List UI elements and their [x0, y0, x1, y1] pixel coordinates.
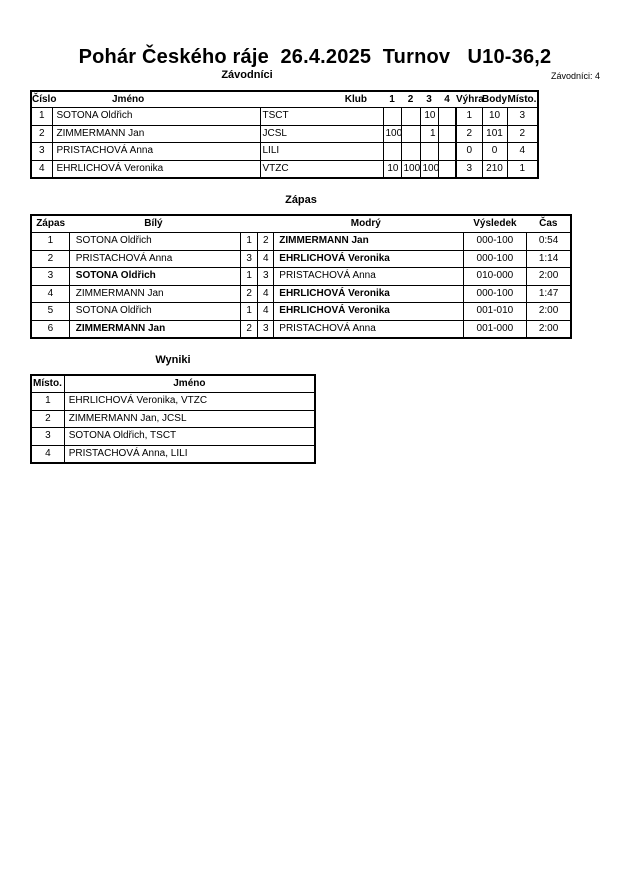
competitor-number: 1: [31, 108, 52, 126]
col-header-name: Jméno: [64, 375, 315, 393]
blue-competitor-number: 3: [258, 268, 274, 286]
round-2-score: 100: [401, 160, 420, 178]
competitors-heading: Závodníci: [221, 69, 273, 81]
result-place: 2: [31, 410, 64, 428]
col-header-blue: Modrý: [274, 215, 463, 233]
white-competitor: SOTONA Oldřich: [69, 268, 240, 286]
results-heading: Wyniki: [155, 354, 191, 366]
round-4-score: [438, 108, 456, 126]
match-time: 1:14: [527, 250, 571, 268]
col-header-match: Zápas: [31, 215, 69, 233]
matches-table: [30, 214, 572, 339]
col-header-round-3: 3: [426, 94, 432, 105]
competitor-place: 3: [507, 108, 538, 126]
col-header-points: Body: [482, 94, 507, 105]
results-header-row: [31, 375, 315, 393]
competitor-name: PRISTACHOVÁ Anna: [52, 143, 260, 161]
match-time: 1:47: [527, 285, 571, 303]
result-row: [31, 393, 315, 411]
match-row: [31, 303, 571, 321]
match-number: 6: [31, 320, 69, 338]
white-competitor-number: 1: [241, 303, 258, 321]
competitor-number: 2: [31, 125, 52, 143]
white-competitor: ZIMMERMANN Jan: [69, 285, 240, 303]
match-row: [31, 320, 571, 338]
blue-competitor-number: 4: [258, 250, 274, 268]
result-row: [31, 428, 315, 446]
blue-competitor: ZIMMERMANN Jan: [274, 233, 463, 251]
blue-competitor-number: 4: [258, 303, 274, 321]
blue-competitor: EHRLICHOVÁ Veronika: [274, 303, 463, 321]
white-competitor-number: 3: [241, 250, 258, 268]
result-place: 4: [31, 445, 64, 463]
round-3-score: 1: [420, 125, 438, 143]
competitor-wins: 1: [456, 108, 482, 126]
round-1-score: 100: [383, 125, 401, 143]
match-row: [31, 250, 571, 268]
competitor-place: 1: [507, 160, 538, 178]
blue-competitor-number: 2: [258, 233, 274, 251]
white-competitor: SOTONA Oldřich: [69, 303, 240, 321]
competitor-name: SOTONA Oldřich: [52, 108, 260, 126]
round-2-score: [401, 143, 420, 161]
result-row: [31, 445, 315, 463]
competitor-points: 101: [482, 125, 507, 143]
round-2-score: [401, 125, 420, 143]
match-number: 1: [31, 233, 69, 251]
result-name: ZIMMERMANN Jan, JCSL: [64, 410, 315, 428]
round-3-score: 10: [420, 108, 438, 126]
round-1-score: [383, 108, 401, 126]
match-row: [31, 268, 571, 286]
blue-competitor-number: 3: [258, 320, 274, 338]
competitor-place: 2: [507, 125, 538, 143]
competitor-row: [31, 125, 538, 143]
white-competitor: PRISTACHOVÁ Anna: [69, 250, 240, 268]
round-3-score: [420, 143, 438, 161]
match-result: 000-100: [463, 233, 526, 251]
results-table: [30, 374, 316, 464]
white-competitor: ZIMMERMANN Jan: [69, 320, 240, 338]
match-number: 4: [31, 285, 69, 303]
col-header-time: Čas: [527, 215, 571, 233]
competitor-wins: 3: [456, 160, 482, 178]
competitor-club: TSCT: [260, 108, 383, 126]
white-competitor-number: 2: [241, 320, 258, 338]
col-header-number: Číslo: [32, 94, 57, 105]
competitor-number: 3: [31, 143, 52, 161]
competitor-count: Závodníci: 4: [550, 71, 600, 81]
result-name: SOTONA Oldřich, TSCT: [64, 428, 315, 446]
result-name: EHRLICHOVÁ Veronika, VTZC: [64, 393, 315, 411]
competitor-wins: 2: [456, 125, 482, 143]
page-title: Pohár Českého ráje 26.4.2025 Turnov U10-36,2: [78, 46, 552, 68]
white-competitor-number: 1: [241, 233, 258, 251]
matches-heading: Zápas: [285, 194, 317, 206]
match-number: 5: [31, 303, 69, 321]
col-header-white: Bílý: [69, 215, 240, 233]
match-result: 000-100: [463, 285, 526, 303]
blue-competitor: EHRLICHOVÁ Veronika: [274, 285, 463, 303]
match-time: 2:00: [527, 268, 571, 286]
round-1-score: 10: [383, 160, 401, 178]
col-header-club: Klub: [344, 94, 367, 105]
match-result: 001-010: [463, 303, 526, 321]
competitor-row: [31, 160, 538, 178]
result-name: PRISTACHOVÁ Anna, LILI: [64, 445, 315, 463]
col-header-name: Jméno: [112, 94, 145, 105]
col-header-wins: Výhra: [456, 94, 484, 105]
col-header-place: Místo.: [507, 94, 537, 105]
match-result: 010-000: [463, 268, 526, 286]
blue-competitor: PRISTACHOVÁ Anna: [274, 320, 463, 338]
blue-competitor: PRISTACHOVÁ Anna: [274, 268, 463, 286]
competitor-name: EHRLICHOVÁ Veronika: [52, 160, 260, 178]
competitor-name: ZIMMERMANN Jan: [52, 125, 260, 143]
competitor-club: VTZC: [260, 160, 383, 178]
col-header-round-2: 2: [407, 94, 414, 105]
col-header-round-1: 1: [389, 94, 395, 105]
competitor-points: 210: [482, 160, 507, 178]
competitor-club: JCSL: [260, 125, 383, 143]
match-number: 3: [31, 268, 69, 286]
matches-header-row: [31, 215, 571, 233]
competitor-place: 4: [507, 143, 538, 161]
match-time: 2:00: [527, 303, 571, 321]
result-place: 1: [31, 393, 64, 411]
round-4-score: [438, 143, 456, 161]
competitor-row: [31, 143, 538, 161]
competitor-points: 0: [482, 143, 507, 161]
competitors-table: [30, 90, 539, 179]
match-time: 2:00: [527, 320, 571, 338]
white-competitor-number: 1: [241, 268, 258, 286]
blue-competitor-number: 4: [258, 285, 274, 303]
match-time: 0:54: [527, 233, 571, 251]
round-2-score: [401, 108, 420, 126]
round-4-score: [438, 160, 456, 178]
competitor-number: 4: [31, 160, 52, 178]
competitor-row: [31, 108, 538, 126]
col-header-result: Výsledek: [463, 215, 526, 233]
competitor-wins: 0: [456, 143, 482, 161]
match-row: [31, 233, 571, 251]
blue-competitor: EHRLICHOVÁ Veronika: [274, 250, 463, 268]
competitor-points: 10: [482, 108, 507, 126]
match-row: [31, 285, 571, 303]
match-number: 2: [31, 250, 69, 268]
result-place: 3: [31, 428, 64, 446]
round-3-score: 100: [420, 160, 438, 178]
competitors-header-row: [31, 91, 538, 108]
round-1-score: [383, 143, 401, 161]
white-competitor: SOTONA Oldřich: [69, 233, 240, 251]
col-header-round-4: 4: [444, 94, 450, 105]
match-result: 000-100: [463, 250, 526, 268]
col-header-place: Místo.: [31, 375, 64, 393]
match-result: 001-000: [463, 320, 526, 338]
white-competitor-number: 2: [241, 285, 258, 303]
round-4-score: [438, 125, 456, 143]
result-row: [31, 410, 315, 428]
competitor-club: LILI: [260, 143, 383, 161]
